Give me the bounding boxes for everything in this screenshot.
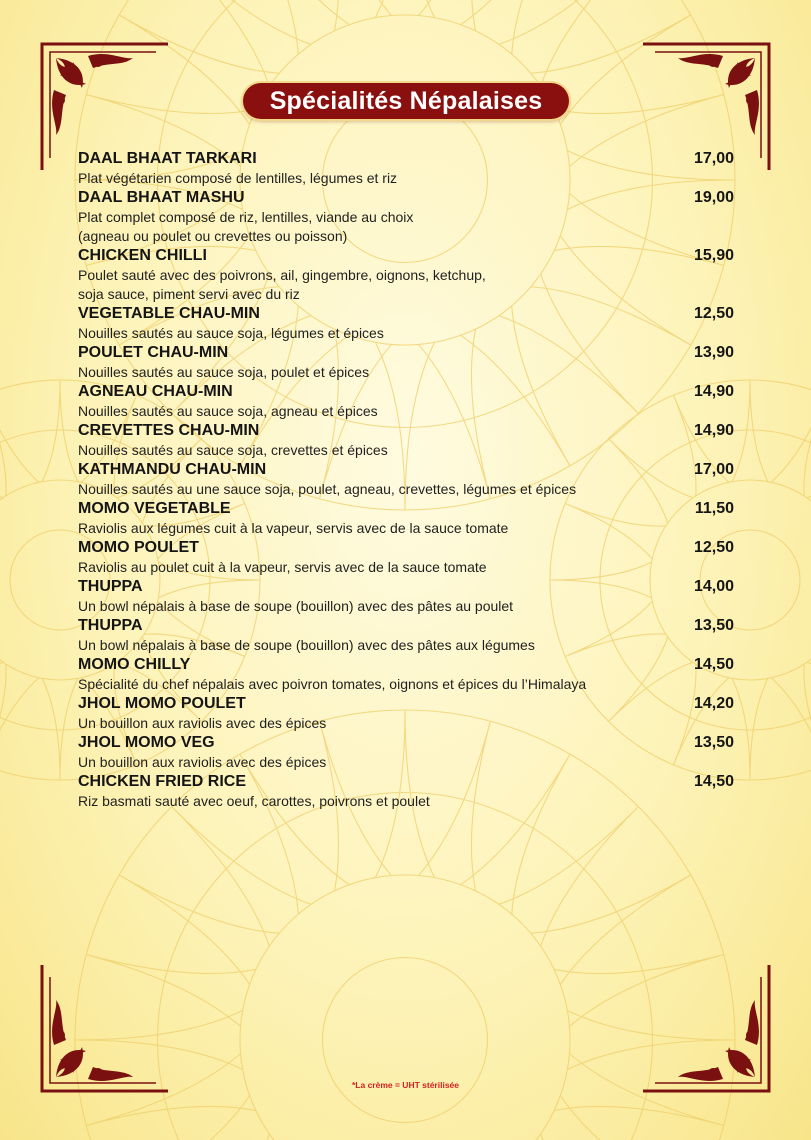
dish-price: 12,50 <box>693 305 734 322</box>
menu-item <box>78 616 734 655</box>
dish-price: 17,00 <box>693 461 734 478</box>
dish-description: Un bowl népalais à base de soupe (bouillon) avec des pâtes aux légumes <box>78 637 535 653</box>
dish-description: Nouilles sautés au sauce soja, agneau et épices <box>78 403 378 419</box>
menu-list <box>78 149 734 811</box>
dish-description: Un bouillon aux raviolis avec des épices <box>78 754 327 770</box>
corner-ornament-bottom-left-icon <box>38 965 168 1095</box>
dish-description: Nouilles sautés au une sauce soja, poulet, agneau, crevettes, légumes et épices <box>78 481 577 497</box>
menu-item <box>78 343 734 382</box>
menu-item <box>78 421 734 460</box>
menu-item-header <box>78 460 734 480</box>
menu-item-header <box>78 655 734 675</box>
dish-description: Spécialité du chef népalais avec poivron tomates, oignons et épices du l’Himalaya <box>78 676 587 692</box>
menu-item <box>78 538 734 577</box>
dish-name: VEGETABLE CHAU-MIN <box>78 305 260 322</box>
menu-item-header <box>78 694 734 714</box>
menu-item-header <box>78 499 734 519</box>
dish-price: 15,90 <box>693 247 734 264</box>
menu-item-header <box>78 382 734 402</box>
dish-price: 14,00 <box>693 578 734 595</box>
dish-description: Riz basmati sauté avec oeuf, carottes, poivrons et poulet <box>78 793 430 809</box>
dish-name: POULET CHAU-MIN <box>78 344 229 361</box>
dish-name: AGNEAU CHAU-MIN <box>78 383 233 400</box>
menu-item-header <box>78 733 734 753</box>
dish-price: 12,50 <box>693 539 734 556</box>
menu-item <box>78 655 734 694</box>
page-title: Spécialités Népalaises <box>269 86 543 115</box>
dish-description: Plat végétarien composé de lentilles, légumes et riz <box>78 170 398 186</box>
menu-item <box>78 772 734 811</box>
menu-item-header <box>78 188 734 208</box>
menu-item <box>78 694 734 733</box>
footnote: *La crème = UHT stérilisée <box>351 1080 459 1090</box>
dish-description: Nouilles sautés au sauce soja, poulet et épices <box>78 364 370 380</box>
dish-name: DAAL BHAAT MASHU <box>78 189 245 206</box>
menu-item <box>78 460 734 499</box>
dish-name: DAAL BHAAT TARKARI <box>78 150 257 167</box>
dish-price: 13,50 <box>693 617 734 634</box>
dish-price: 14,50 <box>693 773 734 790</box>
dish-name: MOMO POULET <box>78 539 199 556</box>
dish-price: 17,00 <box>693 150 734 167</box>
dish-name: JHOL MOMO VEG <box>78 734 215 751</box>
menu-item-header <box>78 343 734 363</box>
menu-item <box>78 149 734 188</box>
dish-name: MOMO CHILLY <box>78 656 191 673</box>
dish-name: THUPPA <box>78 617 143 634</box>
menu-item-header <box>78 149 734 169</box>
menu-item-header <box>78 246 734 266</box>
dish-name: CHICKEN FRIED RICE <box>78 773 247 790</box>
dish-price: 13,50 <box>693 734 734 751</box>
menu-item <box>78 304 734 343</box>
dish-price: 19,00 <box>693 189 734 206</box>
menu-item <box>78 188 734 246</box>
dish-price: 13,90 <box>693 344 734 361</box>
menu-item-header <box>78 538 734 558</box>
dish-description: Poulet sauté avec des poivrons, ail, gingembre, oignons, ketchup, soja sauce, piment servi avec du riz <box>78 267 486 302</box>
dish-description: Plat complet composé de riz, lentilles, viande au choix (agneau ou poulet ou crevettes ou poisson) <box>78 209 414 244</box>
dish-name: JHOL MOMO POULET <box>78 695 246 712</box>
menu-item <box>78 246 734 304</box>
dish-name: CHICKEN CHILLI <box>78 247 207 264</box>
dish-price: 11,50 <box>694 500 734 517</box>
menu-item <box>78 733 734 772</box>
dish-description: Un bowl népalais à base de soupe (bouillon) avec des pâtes au poulet <box>78 598 514 614</box>
dish-price: 14,90 <box>693 383 734 400</box>
menu-item <box>78 577 734 616</box>
menu-item-header <box>78 421 734 441</box>
dish-description: Nouilles sautés au sauce soja, crevettes et épices <box>78 442 388 458</box>
dish-description: Raviolis au poulet cuit à la vapeur, servis avec de la sauce tomate <box>78 559 487 575</box>
dish-description: Un bouillon aux raviolis avec des épices <box>78 715 327 731</box>
dish-price: 14,50 <box>693 656 734 673</box>
menu-item-header <box>78 616 734 636</box>
menu-item-header <box>78 577 734 597</box>
dish-name: KATHMANDU CHAU-MIN <box>78 461 267 478</box>
dish-name: THUPPA <box>78 578 143 595</box>
corner-ornament-bottom-right-icon <box>643 965 773 1095</box>
title-banner <box>243 83 569 119</box>
menu-item-header <box>78 304 734 324</box>
dish-description: Raviolis aux légumes cuit à la vapeur, servis avec de la sauce tomate <box>78 520 509 536</box>
dish-price: 14,20 <box>693 695 734 712</box>
menu-item-header <box>78 772 734 792</box>
menu-item <box>78 382 734 421</box>
dish-description: Nouilles sautés au sauce soja, légumes et épices <box>78 325 384 341</box>
dish-name: MOMO VEGETABLE <box>78 500 231 517</box>
dish-price: 14,90 <box>693 422 734 439</box>
dish-name: CREVETTES CHAU-MIN <box>78 422 260 439</box>
menu-item <box>78 499 734 538</box>
